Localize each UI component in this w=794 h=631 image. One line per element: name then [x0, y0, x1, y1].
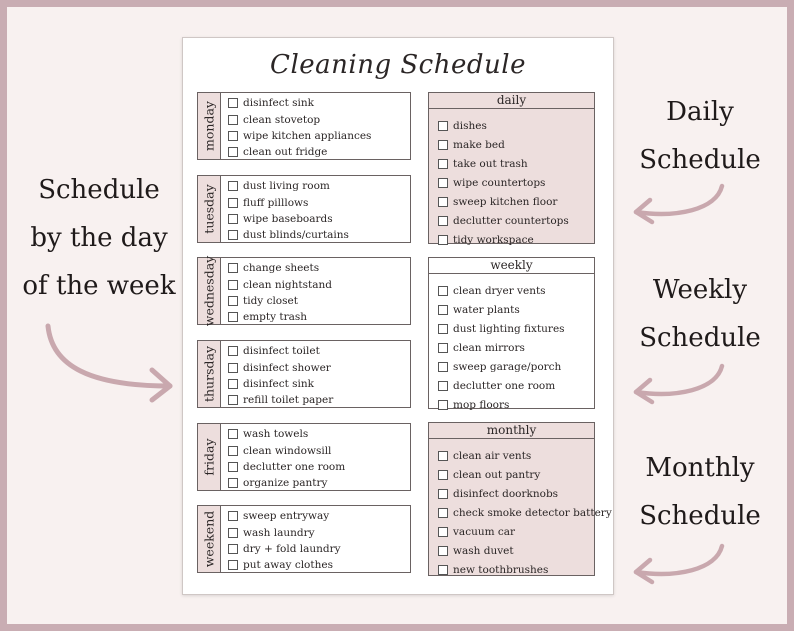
- left-annotation-line-1: Schedule: [38, 175, 160, 205]
- left-annotation-line-3: of the week: [22, 271, 176, 301]
- task-checkbox[interactable]: [438, 178, 448, 188]
- task-checkbox[interactable]: [228, 363, 238, 373]
- task-checkbox[interactable]: [438, 362, 448, 372]
- task-checkbox[interactable]: [438, 400, 448, 410]
- day-label: monday: [201, 101, 217, 151]
- task-checkbox[interactable]: [228, 214, 238, 224]
- task-checkbox[interactable]: [438, 381, 448, 391]
- task-checkbox[interactable]: [228, 462, 238, 472]
- task-item: [228, 211, 406, 227]
- task-item: [438, 522, 594, 541]
- day-label: weekend: [201, 510, 217, 568]
- task-label: organize pantry: [243, 477, 328, 490]
- task-label: wipe baseboards: [243, 212, 333, 225]
- task-checkbox[interactable]: [438, 235, 448, 245]
- day-tab: [198, 424, 221, 490]
- task-label: clean nightstand: [243, 278, 332, 291]
- task-label: new toothbrushes: [453, 564, 549, 577]
- task-label: disinfect toilet: [243, 345, 320, 358]
- day-box-monday: [197, 92, 411, 160]
- monthly-annotation-line-1: Monthly: [645, 453, 755, 483]
- task-checkbox[interactable]: [438, 286, 448, 296]
- panel-daily: [428, 92, 595, 247]
- task-checkbox[interactable]: [228, 429, 238, 439]
- task-checkbox[interactable]: [438, 527, 448, 537]
- day-box-thursday: [197, 340, 411, 408]
- day-box-wednesday: [197, 257, 411, 325]
- day-tab: [198, 93, 221, 159]
- task-label: dry + fold laundry: [243, 542, 341, 555]
- panel-weekly: [428, 257, 595, 412]
- task-label: disinfect sink: [243, 377, 314, 390]
- task-label: tidy closet: [243, 294, 298, 307]
- task-item: [438, 135, 594, 154]
- task-checkbox[interactable]: [438, 343, 448, 353]
- task-checkbox[interactable]: [438, 565, 448, 575]
- task-checkbox[interactable]: [228, 544, 238, 554]
- task-item: [228, 95, 406, 111]
- weekly-annotation-line-1: Weekly: [652, 275, 748, 305]
- task-item: [438, 561, 594, 580]
- task-item: [438, 376, 594, 395]
- day-tab: [198, 506, 221, 572]
- panel-monthly: [428, 422, 612, 577]
- task-label: dishes: [453, 119, 487, 132]
- day-box-friday: [197, 423, 411, 491]
- task-checkbox[interactable]: [438, 470, 448, 480]
- task-item: [438, 465, 594, 484]
- task-item: [438, 446, 594, 465]
- task-label: change sheets: [243, 262, 320, 275]
- task-label: refill toilet paper: [243, 394, 334, 407]
- task-item: [228, 557, 406, 573]
- task-item: [228, 459, 406, 475]
- task-label: tidy workspace: [453, 234, 534, 247]
- daily-arrow-icon: [626, 180, 736, 230]
- task-label: dust blinds/curtains: [243, 229, 349, 242]
- task-checkbox[interactable]: [228, 115, 238, 125]
- day-label: wednesday: [201, 255, 217, 327]
- task-checkbox[interactable]: [228, 198, 238, 208]
- task-label: clean dryer vents: [453, 284, 546, 297]
- task-checkbox[interactable]: [228, 181, 238, 191]
- task-checkbox[interactable]: [438, 508, 448, 518]
- task-label: make bed: [453, 138, 505, 151]
- task-item: [438, 541, 594, 560]
- task-checkbox[interactable]: [438, 451, 448, 461]
- task-label: fluff pilllows: [243, 196, 309, 209]
- task-item: [438, 338, 594, 357]
- task-label: mop floors: [453, 399, 510, 412]
- task-checkbox[interactable]: [228, 263, 238, 273]
- task-item: [438, 154, 594, 173]
- task-label: declutter countertops: [453, 215, 569, 228]
- task-label: wipe kitchen appliances: [243, 129, 372, 142]
- panel-header: daily: [429, 93, 594, 109]
- day-tab: [198, 341, 221, 407]
- task-item: [228, 293, 406, 309]
- task-label: wash towels: [243, 428, 309, 441]
- task-checkbox[interactable]: [228, 312, 238, 322]
- task-item: [228, 260, 406, 276]
- task-item: [228, 128, 406, 144]
- day-label: friday: [201, 438, 217, 476]
- task-label: clean windowsill: [243, 444, 332, 457]
- task-checkbox[interactable]: [228, 446, 238, 456]
- task-item: [438, 484, 594, 503]
- task-item: [438, 357, 594, 376]
- task-checkbox[interactable]: [228, 346, 238, 356]
- task-item: [438, 300, 594, 319]
- task-label: clean mirrors: [453, 341, 525, 354]
- task-item: [228, 178, 406, 194]
- task-item: [228, 475, 406, 491]
- task-item: [228, 392, 406, 408]
- task-item: [438, 192, 594, 211]
- monthly-annotation-line-2: Schedule: [639, 501, 761, 531]
- task-item: [228, 144, 406, 160]
- task-checkbox[interactable]: [228, 280, 238, 290]
- task-label: water plants: [453, 303, 520, 316]
- task-item: [438, 211, 594, 230]
- page-title: Cleaning Schedule: [270, 50, 526, 80]
- task-label: disinfect sink: [243, 97, 314, 110]
- task-label: vacuum car: [453, 525, 516, 538]
- daily-annotation: [630, 88, 770, 184]
- task-label: put away clothes: [243, 559, 333, 572]
- left-annotation-line-2: by the day: [30, 223, 168, 253]
- monthly-arrow-icon: [626, 540, 736, 590]
- task-label: dust lighting fixtures: [453, 322, 565, 335]
- task-item: [438, 396, 594, 415]
- task-item: [438, 116, 594, 135]
- task-label: clean out pantry: [453, 468, 541, 481]
- task-checkbox[interactable]: [228, 131, 238, 141]
- task-item: [438, 231, 594, 250]
- task-checkbox[interactable]: [438, 489, 448, 499]
- weekly-annotation: [630, 266, 770, 362]
- task-checkbox[interactable]: [228, 560, 238, 570]
- task-label: sweep garage/porch: [453, 360, 562, 373]
- panel-header: weekly: [429, 258, 594, 274]
- task-checkbox[interactable]: [438, 324, 448, 334]
- task-checkbox[interactable]: [228, 379, 238, 389]
- task-item: [228, 541, 406, 557]
- task-item: [228, 376, 406, 392]
- task-label: disinfect shower: [243, 361, 331, 374]
- weekly-arrow-icon: [626, 360, 736, 410]
- task-item: [228, 194, 406, 210]
- task-item: [438, 319, 594, 338]
- task-item: [438, 281, 594, 300]
- task-checkbox[interactable]: [438, 216, 448, 226]
- task-checkbox[interactable]: [228, 478, 238, 488]
- task-label: wash laundry: [243, 526, 315, 539]
- task-checkbox[interactable]: [438, 121, 448, 131]
- day-tab: [198, 176, 221, 242]
- task-label: declutter one room: [453, 380, 556, 393]
- task-item: [438, 503, 612, 522]
- task-item: [228, 276, 406, 292]
- task-label: clean out fridge: [243, 146, 328, 159]
- day-label: thursday: [201, 345, 217, 403]
- task-item: [228, 442, 406, 458]
- day-label: tuesday: [201, 184, 217, 234]
- daily-annotation-line-1: Daily: [666, 97, 734, 127]
- task-checkbox[interactable]: [228, 230, 238, 240]
- task-label: clean stovetop: [243, 113, 321, 126]
- monthly-annotation: [630, 444, 770, 540]
- daily-annotation-line-2: Schedule: [639, 145, 761, 175]
- task-checkbox[interactable]: [438, 140, 448, 150]
- day-tab: [198, 255, 221, 327]
- task-label: clean air vents: [453, 449, 532, 462]
- task-checkbox[interactable]: [438, 197, 448, 207]
- task-label: wash duvet: [453, 545, 514, 558]
- task-label: sweep kitchen floor: [453, 195, 558, 208]
- task-checkbox[interactable]: [228, 147, 238, 157]
- task-label: declutter one room: [243, 460, 346, 473]
- panel-header: monthly: [429, 423, 594, 439]
- task-label: wipe countertops: [453, 176, 546, 189]
- task-checkbox[interactable]: [438, 305, 448, 315]
- task-checkbox[interactable]: [228, 395, 238, 405]
- task-checkbox[interactable]: [438, 546, 448, 556]
- task-label: dust living room: [243, 180, 330, 193]
- task-item: [228, 359, 406, 375]
- left-annotation: [14, 166, 184, 310]
- day-box-tuesday: [197, 175, 411, 243]
- task-checkbox[interactable]: [228, 511, 238, 521]
- task-checkbox[interactable]: [438, 159, 448, 169]
- task-item: [228, 309, 406, 325]
- task-item: [438, 173, 594, 192]
- day-box-weekend: [197, 505, 411, 573]
- task-checkbox[interactable]: [228, 528, 238, 538]
- task-item: [228, 227, 406, 243]
- left-arrow-icon: [30, 320, 180, 410]
- task-item: [228, 426, 406, 442]
- weekly-annotation-line-2: Schedule: [639, 323, 761, 353]
- task-checkbox[interactable]: [228, 296, 238, 306]
- task-checkbox[interactable]: [228, 98, 238, 108]
- task-item: [228, 508, 406, 524]
- task-label: disinfect doorknobs: [453, 487, 559, 500]
- task-item: [228, 524, 406, 540]
- task-label: check smoke detector battery: [453, 506, 612, 519]
- task-label: sweep entryway: [243, 510, 330, 523]
- task-item: [228, 343, 406, 359]
- task-item: [228, 111, 406, 127]
- task-label: empty trash: [243, 311, 308, 324]
- task-label: take out trash: [453, 157, 528, 170]
